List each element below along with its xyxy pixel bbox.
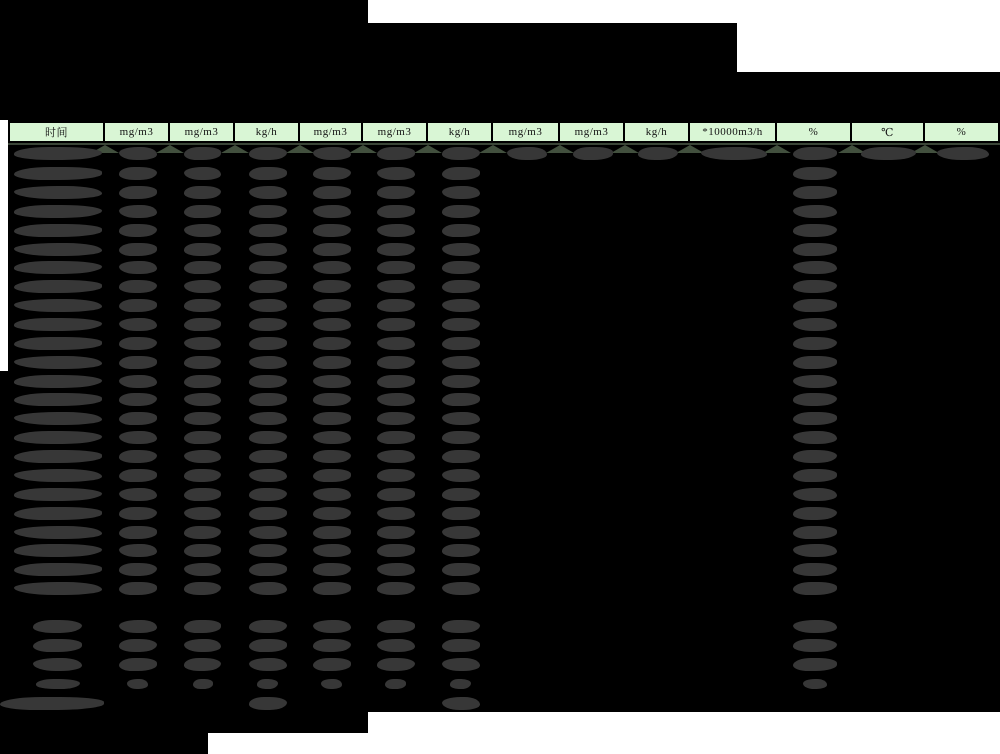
redacted-cell-blob (377, 167, 415, 180)
redacted-cell-blob (119, 299, 157, 312)
redacted-cell-blob (793, 205, 837, 218)
header-shadow-triangle-8 (611, 145, 639, 153)
redacted-cell-blob (442, 488, 480, 501)
redacted-cell-blob (313, 582, 351, 595)
redacted-cell-blob (442, 299, 480, 312)
redacted-cell-blob (249, 375, 287, 388)
redacted-cell-blob (249, 582, 287, 595)
redacted-cell-blob (184, 318, 221, 331)
redacted-cell-blob (937, 147, 989, 160)
redacted-cell-blob (249, 337, 287, 350)
redacted-cell-blob (119, 375, 157, 388)
redacted-cell-blob (193, 679, 213, 689)
redacted-cell-blob (442, 563, 480, 576)
column-header-8: mg/m3 (560, 123, 623, 141)
redacted-cell-blob (442, 658, 480, 671)
column-header-5: mg/m3 (363, 123, 426, 141)
redacted-cell-blob (14, 488, 102, 501)
redacted-cell-blob (377, 186, 415, 199)
column-header-6: kg/h (428, 123, 491, 141)
redacted-cell-blob (313, 337, 351, 350)
redacted-cell-blob (377, 658, 415, 671)
redacted-cell-blob (249, 299, 287, 312)
column-header-12: ℃ (852, 123, 923, 141)
redacted-cell-blob (14, 147, 102, 160)
redacted-cell-blob (442, 280, 480, 293)
redacted-cell-blob (793, 337, 837, 350)
redacted-cell-blob (442, 167, 480, 180)
redaction-block-3 (8, 120, 1000, 712)
column-header-4: mg/m3 (300, 123, 361, 141)
column-header-10: *10000m3/h (690, 123, 775, 141)
redacted-cell-blob (313, 412, 351, 425)
redacted-cell-blob (377, 337, 415, 350)
redacted-cell-blob (793, 375, 837, 388)
redacted-cell-blob (377, 507, 415, 520)
redacted-cell-blob (184, 469, 221, 482)
redacted-cell-blob (36, 679, 80, 689)
redacted-cell-blob (313, 431, 351, 444)
redacted-cell-blob (14, 318, 102, 331)
redacted-cell-blob (793, 450, 837, 463)
redacted-cell-blob (377, 639, 415, 652)
redacted-cell-blob (442, 450, 480, 463)
redacted-cell-blob (184, 356, 221, 369)
redacted-cell-blob (249, 697, 287, 710)
redacted-cell-blob (249, 469, 287, 482)
redacted-cell-blob (184, 450, 221, 463)
redacted-cell-blob (14, 526, 102, 539)
redacted-cell-blob (0, 697, 104, 710)
redacted-cell-blob (313, 186, 351, 199)
redacted-cell-blob (442, 337, 480, 350)
redacted-cell-blob (249, 243, 287, 256)
redacted-cell-blob (377, 243, 415, 256)
redacted-cell-blob (442, 186, 480, 199)
header-shadow-triangle-9 (676, 145, 704, 153)
header-shadow-triangle-4 (349, 145, 377, 153)
redacted-cell-blob (313, 147, 351, 160)
redacted-cell-blob (793, 469, 837, 482)
redacted-cell-blob (450, 679, 471, 689)
redacted-cell-blob (249, 147, 287, 160)
header-shadow-triangle-3 (286, 145, 314, 153)
redacted-cell-blob (377, 205, 415, 218)
redacted-cell-blob (33, 620, 82, 633)
redacted-cell-blob (249, 450, 287, 463)
redacted-cell-blob (184, 337, 221, 350)
redacted-cell-blob (119, 412, 157, 425)
redacted-cell-blob (793, 526, 837, 539)
redacted-cell-blob (119, 356, 157, 369)
redacted-cell-blob (321, 679, 342, 689)
redacted-cell-blob (14, 224, 102, 237)
redacted-cell-blob (442, 620, 480, 633)
redacted-cell-blob (249, 167, 287, 180)
redacted-cell-blob (313, 356, 351, 369)
redacted-cell-blob (793, 224, 837, 237)
redacted-cell-blob (119, 224, 157, 237)
redacted-cell-blob (184, 280, 221, 293)
redacted-cell-blob (793, 639, 837, 652)
redacted-cell-blob (119, 450, 157, 463)
redacted-cell-blob (377, 469, 415, 482)
redacted-cell-blob (184, 186, 221, 199)
redacted-cell-blob (313, 224, 351, 237)
redacted-cell-blob (313, 526, 351, 539)
redacted-cell-blob (313, 620, 351, 633)
redaction-block-2 (0, 72, 1000, 120)
redacted-cell-blob (313, 507, 351, 520)
redacted-cell-blob (793, 658, 837, 671)
redacted-cell-blob (184, 375, 221, 388)
redacted-cell-blob (119, 280, 157, 293)
redacted-cell-blob (33, 639, 82, 652)
header-shadow-triangle-5 (414, 145, 442, 153)
redacted-cell-blob (793, 243, 837, 256)
redacted-cell-blob (442, 431, 480, 444)
redacted-cell-blob (127, 679, 148, 689)
redacted-cell-blob (442, 147, 480, 160)
redacted-cell-blob (313, 243, 351, 256)
redacted-cell-blob (377, 450, 415, 463)
redacted-cell-blob (793, 318, 837, 331)
redacted-cell-blob (793, 280, 837, 293)
redacted-cell-blob (313, 299, 351, 312)
redacted-cell-blob (184, 507, 221, 520)
column-header-13: % (925, 123, 998, 141)
redacted-cell-blob (184, 147, 221, 160)
redacted-cell-blob (377, 375, 415, 388)
redacted-cell-blob (507, 147, 547, 160)
redacted-cell-blob (184, 620, 221, 633)
redacted-cell-blob (184, 393, 221, 406)
column-header-3: kg/h (235, 123, 298, 141)
redacted-cell-blob (184, 205, 221, 218)
redacted-cell-blob (793, 431, 837, 444)
redacted-cell-blob (793, 507, 837, 520)
redacted-cell-blob (313, 375, 351, 388)
redacted-cell-blob (793, 186, 837, 199)
redacted-cell-blob (442, 243, 480, 256)
redacted-cell-blob (14, 205, 102, 218)
redacted-cell-blob (377, 582, 415, 595)
redacted-cell-blob (249, 563, 287, 576)
header-shadow-triangle-10 (763, 145, 791, 153)
redacted-cell-blob (793, 299, 837, 312)
redacted-cell-blob (14, 186, 102, 199)
redacted-cell-blob (119, 205, 157, 218)
redacted-cell-blob (442, 526, 480, 539)
column-header-7: mg/m3 (493, 123, 558, 141)
header-shadow-triangle-7 (546, 145, 574, 153)
redacted-cell-blob (14, 243, 102, 256)
redacted-cell-blob (638, 147, 678, 160)
header-shadow-triangle-1 (156, 145, 184, 153)
redacted-cell-blob (377, 224, 415, 237)
redacted-cell-blob (257, 679, 278, 689)
redacted-cell-blob (184, 658, 221, 671)
redacted-cell-blob (119, 488, 157, 501)
redacted-cell-blob (313, 450, 351, 463)
redacted-cell-blob (14, 507, 102, 520)
redacted-cell-blob (14, 167, 102, 180)
header-shadow-triangle-6 (479, 145, 507, 153)
redacted-cell-blob (14, 356, 102, 369)
redacted-cell-blob (313, 318, 351, 331)
redacted-cell-blob (442, 639, 480, 652)
redacted-cell-blob (377, 280, 415, 293)
table-header-row (8, 120, 1000, 145)
redacted-cell-blob (793, 147, 837, 160)
redacted-cell-blob (119, 526, 157, 539)
redacted-cell-blob (249, 526, 287, 539)
redacted-cell-blob (793, 620, 837, 633)
redacted-cell-blob (184, 488, 221, 501)
redacted-cell-blob (14, 337, 102, 350)
redacted-cell-blob (249, 507, 287, 520)
redacted-cell-blob (249, 224, 287, 237)
redacted-cell-blob (442, 469, 480, 482)
redacted-cell-blob (313, 280, 351, 293)
redacted-cell-blob (184, 563, 221, 576)
redaction-block-0 (0, 0, 368, 23)
redacted-cell-blob (184, 526, 221, 539)
redacted-cell-blob (119, 507, 157, 520)
redacted-cell-blob (249, 431, 287, 444)
column-header-0: 时间 (10, 123, 103, 141)
column-header-2: mg/m3 (170, 123, 233, 141)
redacted-cell-blob (377, 318, 415, 331)
redacted-cell-blob (377, 620, 415, 633)
redacted-cell-blob (377, 431, 415, 444)
redacted-cell-blob (14, 469, 102, 482)
redacted-cell-blob (119, 639, 157, 652)
redacted-cell-blob (184, 431, 221, 444)
redacted-cell-blob (14, 280, 102, 293)
redacted-cell-blob (119, 147, 157, 160)
redacted-cell-blob (442, 582, 480, 595)
redacted-cell-blob (119, 167, 157, 180)
redaction-block-6 (0, 733, 208, 754)
redacted-cell-blob (119, 243, 157, 256)
redacted-cell-blob (377, 147, 415, 160)
redacted-cell-blob (33, 658, 82, 671)
redacted-cell-blob (313, 205, 351, 218)
header-shadow-triangle-2 (221, 145, 249, 153)
redacted-cell-blob (184, 639, 221, 652)
redacted-cell-blob (701, 147, 767, 160)
redacted-cell-blob (442, 507, 480, 520)
redacted-cell-blob (442, 205, 480, 218)
redacted-cell-blob (184, 243, 221, 256)
redacted-cell-blob (119, 186, 157, 199)
redacted-cell-blob (184, 224, 221, 237)
redacted-cell-blob (14, 450, 102, 463)
redacted-cell-blob (442, 356, 480, 369)
redacted-cell-blob (803, 679, 827, 689)
redacted-cell-blob (119, 431, 157, 444)
redacted-cell-blob (119, 337, 157, 350)
redacted-cell-blob (249, 658, 287, 671)
redacted-cell-blob (861, 147, 916, 160)
redacted-cell-blob (119, 469, 157, 482)
redacted-cell-blob (385, 679, 406, 689)
redacted-cell-blob (442, 375, 480, 388)
redacted-cell-blob (377, 299, 415, 312)
column-header-11: % (777, 123, 850, 141)
redacted-cell-blob (119, 318, 157, 331)
redacted-cell-blob (313, 167, 351, 180)
column-header-1: mg/m3 (105, 123, 168, 141)
redaction-block-5 (0, 712, 368, 733)
redacted-cell-blob (793, 582, 837, 595)
redacted-cell-blob (14, 299, 102, 312)
redacted-cell-blob (793, 412, 837, 425)
redacted-cell-blob (377, 356, 415, 369)
redacted-cell-blob (249, 205, 287, 218)
redacted-cell-blob (793, 488, 837, 501)
redacted-cell-blob (249, 280, 287, 293)
redacted-cell-blob (313, 469, 351, 482)
redacted-cell-blob (14, 582, 102, 595)
redacted-cell-blob (442, 224, 480, 237)
redacted-cell-blob (313, 658, 351, 671)
redacted-cell-blob (249, 186, 287, 199)
redacted-cell-blob (313, 488, 351, 501)
redacted-cell-blob (793, 167, 837, 180)
redacted-cell-blob (249, 356, 287, 369)
redacted-cell-blob (119, 658, 157, 671)
redacted-cell-blob (249, 639, 287, 652)
column-header-9: kg/h (625, 123, 688, 141)
redaction-block-1 (0, 23, 737, 72)
redacted-cell-blob (249, 488, 287, 501)
redacted-cell-blob (793, 356, 837, 369)
redaction-block-4 (0, 371, 8, 712)
redacted-cell-blob (14, 375, 102, 388)
redacted-cell-blob (377, 526, 415, 539)
redacted-cell-blob (442, 697, 480, 710)
redacted-cell-blob (377, 488, 415, 501)
redacted-cell-blob (119, 620, 157, 633)
redacted-cell-blob (249, 620, 287, 633)
redacted-cell-blob (573, 147, 613, 160)
redacted-cell-blob (184, 167, 221, 180)
redacted-cell-blob (442, 318, 480, 331)
redacted-cell-blob (313, 639, 351, 652)
redacted-cell-blob (249, 318, 287, 331)
redacted-cell-blob (119, 582, 157, 595)
